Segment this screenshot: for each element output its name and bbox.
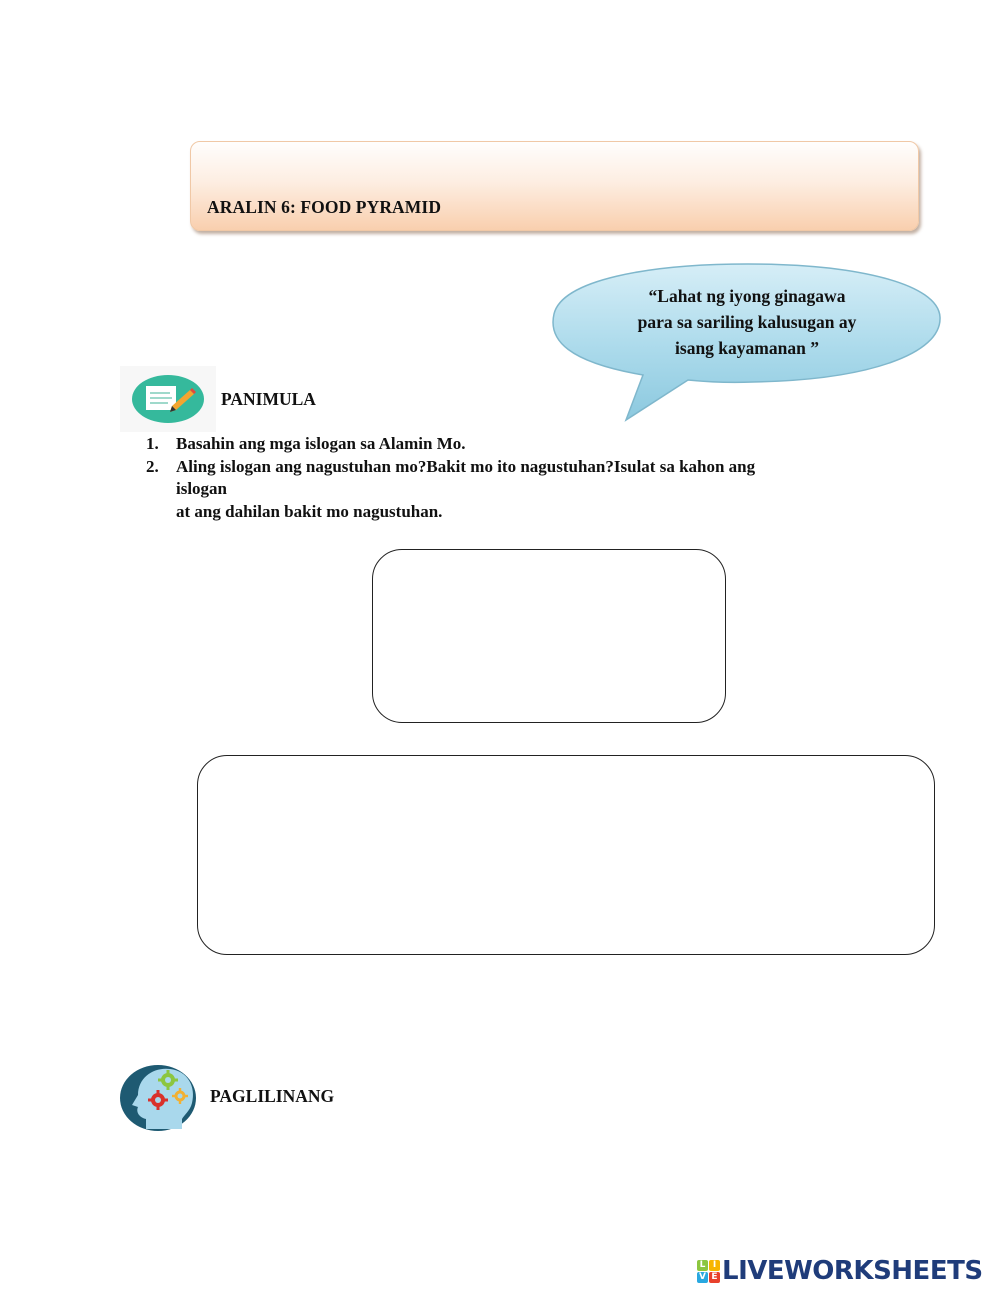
logo-letter: I (709, 1260, 720, 1271)
logo-letter: V (697, 1272, 708, 1283)
instruction-item (146, 433, 866, 456)
brand-name: LIVEWORKSHEETS (722, 1256, 983, 1286)
instruction-line: at ang dahilan bakit mo nagustuhan. (176, 501, 443, 521)
quote-bubble (548, 262, 948, 427)
instruction-line: Aling islogan ang nagustuhan mo?Bakit mo ito nagustuhan?Isulat sa kahon ang (176, 456, 756, 476)
paglilinang-heading: PAGLILINANG (210, 1086, 335, 1106)
instruction-text (176, 456, 866, 524)
logo-letter: E (709, 1272, 720, 1283)
instruction-line: Basahin ang mga islogan sa Alamin Mo. (176, 434, 466, 453)
instruction-list (146, 433, 866, 523)
slogan-answer-box[interactable] (372, 549, 726, 723)
quote-line-2: para sa sariling kalusugan ay (637, 312, 857, 332)
reason-answer-box[interactable] (197, 755, 935, 955)
quote-text (588, 283, 906, 361)
lesson-title: ARALIN 6: FOOD PYRAMID (207, 197, 442, 217)
liveworksheets-logo (697, 1257, 983, 1285)
quote-line-1: “Lahat ng iyong ginagawa (648, 286, 846, 306)
instruction-number: 2. (146, 456, 159, 476)
notepad-pencil-icon (120, 366, 216, 432)
logo-letter: L (697, 1260, 708, 1271)
instruction-text (176, 433, 866, 456)
instruction-line: islogan (176, 479, 228, 498)
lesson-title-banner (190, 141, 919, 231)
head-gears-icon (118, 1063, 198, 1133)
instruction-item (146, 456, 866, 524)
quote-line-3: isang kayamanan ” (675, 338, 819, 358)
live-blocks-icon (697, 1260, 720, 1283)
instruction-number: 1. (146, 434, 159, 453)
panimula-heading: PANIMULA (221, 389, 316, 409)
